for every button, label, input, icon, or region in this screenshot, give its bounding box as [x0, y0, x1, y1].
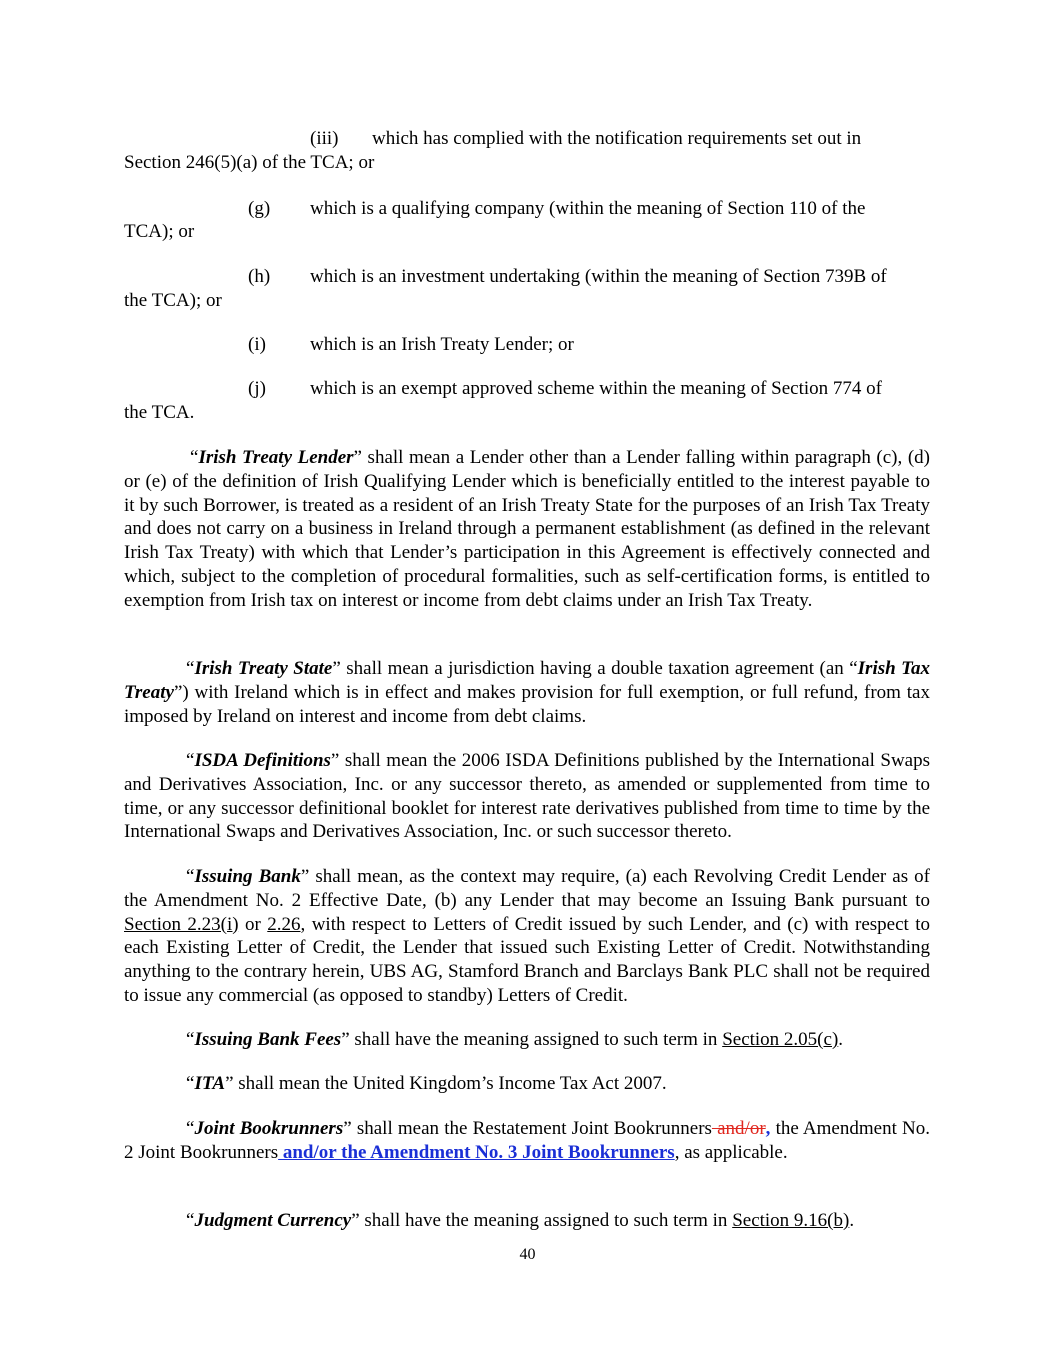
- defined-term: ITA: [194, 1073, 226, 1094]
- open-quote: “: [186, 1073, 195, 1094]
- defined-term: Irish Treaty Lender: [198, 447, 354, 468]
- clause-g-cont: [124, 220, 930, 244]
- clause-marker: (i): [248, 334, 266, 355]
- inserted-text: ,: [765, 1118, 771, 1139]
- open-quote: “: [186, 1210, 195, 1231]
- clause-g: [124, 197, 930, 221]
- definition-body: ” shall have the meaning assigned to such term in: [351, 1210, 733, 1231]
- clause-marker: (j): [248, 378, 266, 399]
- definition-body: , as applicable.: [674, 1141, 788, 1163]
- section-reference: Section 2.05(c): [722, 1029, 839, 1050]
- clause-marker: (g): [248, 198, 271, 219]
- period: .: [838, 1029, 844, 1050]
- open-quote: “: [186, 866, 195, 887]
- definition-isda: [124, 749, 930, 844]
- inserted-text: and/or the Amendment No. 3 Joint Bookrunners: [278, 1141, 675, 1163]
- definition-joint-bookrunners: [124, 1117, 930, 1165]
- section-reference: Section 2.23(i): [124, 913, 239, 935]
- open-quote: “: [190, 447, 199, 468]
- definition-body: , with respect to Letters of Credit issued by such Lender, and (c) with respect to each Existing Letter of Credit, the Lender that issued such Existing Letter of Credit. Notwithstanding anything to the contrary herein, UBS AG, Stamford Branch and Barclays Bank PLC shall not be required to issue any commercial (as opposed to standby) Letters of Credit.: [124, 913, 931, 1006]
- clause-j: [124, 377, 930, 401]
- clause-h: [124, 265, 930, 289]
- defined-term: ISDA Definitions: [194, 750, 331, 771]
- open-quote: “: [186, 750, 195, 771]
- clause-j-cont: [124, 401, 930, 425]
- section-reference: Section 9.16(b): [732, 1210, 850, 1231]
- clause-text: TCA); or: [124, 221, 195, 242]
- definition-irish-treaty-state: [124, 657, 930, 728]
- period: .: [849, 1210, 855, 1231]
- definition-body: ” shall have the meaning assigned to such term in: [341, 1029, 723, 1050]
- section-reference: 2.26: [267, 913, 301, 935]
- clause-marker: (h): [248, 266, 271, 287]
- definition-body: ” shall mean a jurisdiction having a double taxation agreement (an “: [332, 658, 858, 679]
- deleted-text: and/or: [711, 1118, 766, 1139]
- clause-marker: (iii): [310, 128, 339, 149]
- open-quote: “: [186, 1029, 195, 1050]
- page-number: 40: [519, 1246, 536, 1263]
- definition-issuing-bank-fees: [124, 1028, 930, 1052]
- definition-body: ”) with Ireland which is in effect and makes provision for full exemption, or full refund, from tax imposed by Ireland on interest and income from debt claims.: [124, 681, 930, 727]
- defined-term: Irish Tax Treaty: [124, 658, 930, 703]
- defined-term: Judgment Currency: [194, 1210, 352, 1231]
- definition-body: ” shall mean the United Kingdom’s Income Tax Act 2007.: [225, 1073, 667, 1094]
- definition-irish-treaty-lender: [124, 446, 930, 613]
- definition-judgment-currency: [124, 1209, 930, 1233]
- clause-text: Section 246(5)(a) of the TCA; or: [124, 152, 375, 173]
- defined-term: Issuing Bank Fees: [194, 1029, 342, 1050]
- defined-term: Joint Bookrunners: [194, 1118, 344, 1139]
- clause-text: the TCA); or: [124, 290, 222, 311]
- open-quote: “: [186, 1118, 195, 1139]
- clause-iii: [124, 127, 930, 151]
- definition-body: ” shall mean, as the context may require, (a) each Revolving Credit Lender as of the Amendment No. 2 Effective Date, (b) any Lender that may become an Issuing Bank pursuant to: [124, 866, 930, 911]
- clause-text: which has complied with the notification requirements set out in: [372, 128, 862, 149]
- clause-text: which is an exempt approved scheme within the meaning of Section 774 of: [310, 378, 882, 399]
- definition-body: or: [238, 913, 268, 935]
- clause-iii-cont: [124, 151, 930, 175]
- definition-body: ” shall mean a Lender other than a Lender falling within paragraph (c), (d) or (e) of the definition of Irish Qualifying Lender which is beneficially entitled to the interest payable to it by such Borrower, is treated as a resident of an Irish Treaty State for the purposes of an Irish Tax Treaty and does not carry on a business in Ireland through a permanent establishment (as defined in the relevant Irish Tax Treaty) with which that Lender’s participation in this Agreement is effectively connected and which, subject to the completion of procedural formalities, such as self-certification forms, is entitled to exemption from Irish tax on interest or income from debt claims under an Irish Tax Treaty.: [124, 447, 931, 611]
- open-quote: “: [186, 658, 195, 679]
- definition-body: ” shall mean the Restatement Joint Bookrunners: [343, 1118, 712, 1139]
- definition-ita: [124, 1072, 930, 1096]
- definition-body: ” shall mean the 2006 ISDA Definitions published by the International Swaps and Derivatives Association, Inc. or any successor thereto, as amended or supplemented from time to time, or any successor definitional booklet for interest rate derivatives published from time to time by the International Swaps and Derivatives Association, Inc. or such successor thereto.: [124, 750, 930, 843]
- clause-text: which is an investment undertaking (within the meaning of Section 739B of: [310, 266, 887, 287]
- defined-term: Irish Treaty State: [194, 658, 333, 679]
- clause-text: which is a qualifying company (within the meaning of Section 110 of the: [310, 198, 866, 219]
- clause-text: the TCA.: [124, 402, 195, 423]
- definition-issuing-bank: [124, 865, 930, 1008]
- clause-h-cont: [124, 289, 930, 313]
- defined-term: Issuing Bank: [194, 866, 301, 887]
- definition-body: the Amendment No. 2 Joint Bookrunners: [124, 1118, 930, 1163]
- clause-i: [124, 333, 930, 357]
- clause-text: which is an Irish Treaty Lender; or: [310, 334, 574, 355]
